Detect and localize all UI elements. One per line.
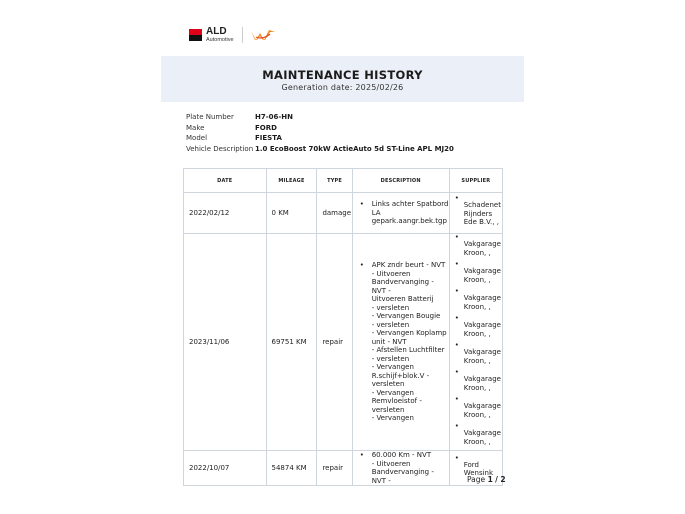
description-list xyxy=(358,261,449,423)
bullet-icon: • xyxy=(454,260,459,268)
description-list xyxy=(358,451,449,485)
plate-value: H7-06-HN xyxy=(255,113,293,122)
column-header-date: DATE xyxy=(184,169,267,193)
description-list xyxy=(358,200,449,226)
header-logos xyxy=(189,27,276,43)
bullet-icon: • xyxy=(454,233,459,241)
bullet-icon: • xyxy=(454,314,459,322)
vehicle-row-model xyxy=(186,133,454,144)
supplier-cell xyxy=(449,234,502,451)
table-row xyxy=(184,234,503,451)
supplier-name: Ford Wensink xyxy=(463,460,494,477)
plate-label: Plate Number xyxy=(186,113,234,122)
type-cell: repair xyxy=(317,234,352,451)
supplier-cell xyxy=(449,193,502,234)
date-cell: 2023/11/06 xyxy=(184,234,267,451)
mileage-cell: 54874 KM xyxy=(266,451,317,486)
description-text: • 60.000 Km - NVT - Uitvoeren Bandvervanging - NVT - xyxy=(371,451,434,485)
date-cell: 2022/10/07 xyxy=(184,451,267,486)
make-label: Make xyxy=(186,123,205,132)
table-header-row xyxy=(184,169,503,193)
mileage-cell: 69751 KM xyxy=(266,234,317,451)
partner-logo-icon xyxy=(250,28,276,42)
maintenance-table xyxy=(183,168,506,486)
column-header-type: TYPE xyxy=(317,169,352,193)
brand-name: ALD xyxy=(206,25,227,37)
page-separator: / xyxy=(495,475,498,484)
vehicle-info xyxy=(186,112,454,154)
brand-sub: Automotive xyxy=(206,36,234,43)
description-text: • APK zndr beurt - NVT - Uitvoeren Bandvervanging - NVT - Uitvoeren Batterij - versleten - Vervangen Bougie - versleten - Vervangen Koplamp unit - NVT - Afstellen Luchtfilter - versleten - Vervangen R.schijf+blok.V - versleten - Vervangen Remvloeistof - versleten - Vervangen xyxy=(371,261,447,423)
supplier-name: Vakgarage Kroon, , xyxy=(463,294,501,311)
supplier-name: Vakgarage Kroon, , xyxy=(463,375,501,392)
description-cell xyxy=(352,451,449,486)
model-label: Model xyxy=(186,134,208,143)
bullet-icon: • xyxy=(454,194,459,203)
vehicle-row-plate xyxy=(186,112,454,123)
description-cell xyxy=(352,234,449,451)
description-cell xyxy=(352,193,449,234)
ald-wordmark xyxy=(206,27,234,44)
title-band xyxy=(161,56,524,102)
supplier-name: Vakgarage Kroon, , xyxy=(463,348,501,365)
bullet-icon: • xyxy=(454,368,459,376)
column-header-mileage: MILEAGE xyxy=(266,169,317,193)
page-prefix: Page xyxy=(467,475,486,484)
bullet-icon: • xyxy=(454,422,459,430)
description-item xyxy=(369,451,449,485)
supplier-name: Vakgarage Kroon, , xyxy=(463,402,501,419)
supplier-name: Vakgarage Kroon, , xyxy=(463,267,501,284)
make-value: FORD xyxy=(255,123,277,132)
column-header-supplier: SUPPLIER xyxy=(449,169,502,193)
type-cell: repair xyxy=(317,451,352,486)
column-header-description: DESCRIPTION xyxy=(352,169,449,193)
description-value: 1.0 EcoBoost 70kW ActieAuto 5d ST-Line APL MJ20 xyxy=(255,144,454,153)
supplier-name: Vakgarage Kroon, , xyxy=(463,240,501,257)
description-label: Vehicle Description xyxy=(186,144,254,153)
description-item xyxy=(369,200,449,226)
page-title: MAINTENANCE HISTORY xyxy=(262,68,423,82)
supplier-name: Vakgarage Kroon, , xyxy=(463,429,501,446)
page-number xyxy=(467,475,506,484)
ald-logo-icon xyxy=(189,29,202,41)
supplier-name: Vakgarage Kroon, , xyxy=(463,321,501,338)
type-cell: damage xyxy=(317,193,352,234)
generation-date: Generation date: 2025/02/26 xyxy=(281,83,404,92)
table-row xyxy=(184,193,503,234)
bullet-icon: • xyxy=(454,395,459,403)
logo-divider xyxy=(242,27,243,43)
model-value: FIESTA xyxy=(255,134,282,143)
mileage-cell: 0 KM xyxy=(266,193,317,234)
bullet-icon: • xyxy=(454,453,459,462)
vehicle-row-make xyxy=(186,123,454,134)
description-item xyxy=(369,261,449,423)
date-cell: 2022/02/12 xyxy=(184,193,267,234)
vehicle-row-description xyxy=(186,144,454,155)
bullet-icon: • xyxy=(454,341,459,349)
table-row xyxy=(184,451,503,486)
description-text: • Links achter Spatbord LA gepark.aangr.bek.tgp xyxy=(371,200,449,226)
page-total: 2 xyxy=(500,475,506,484)
bullet-icon: • xyxy=(454,287,459,295)
page-current: 1 xyxy=(487,475,493,484)
supplier-name: Schadenet Rijnders Ede B.V., , xyxy=(463,201,501,227)
